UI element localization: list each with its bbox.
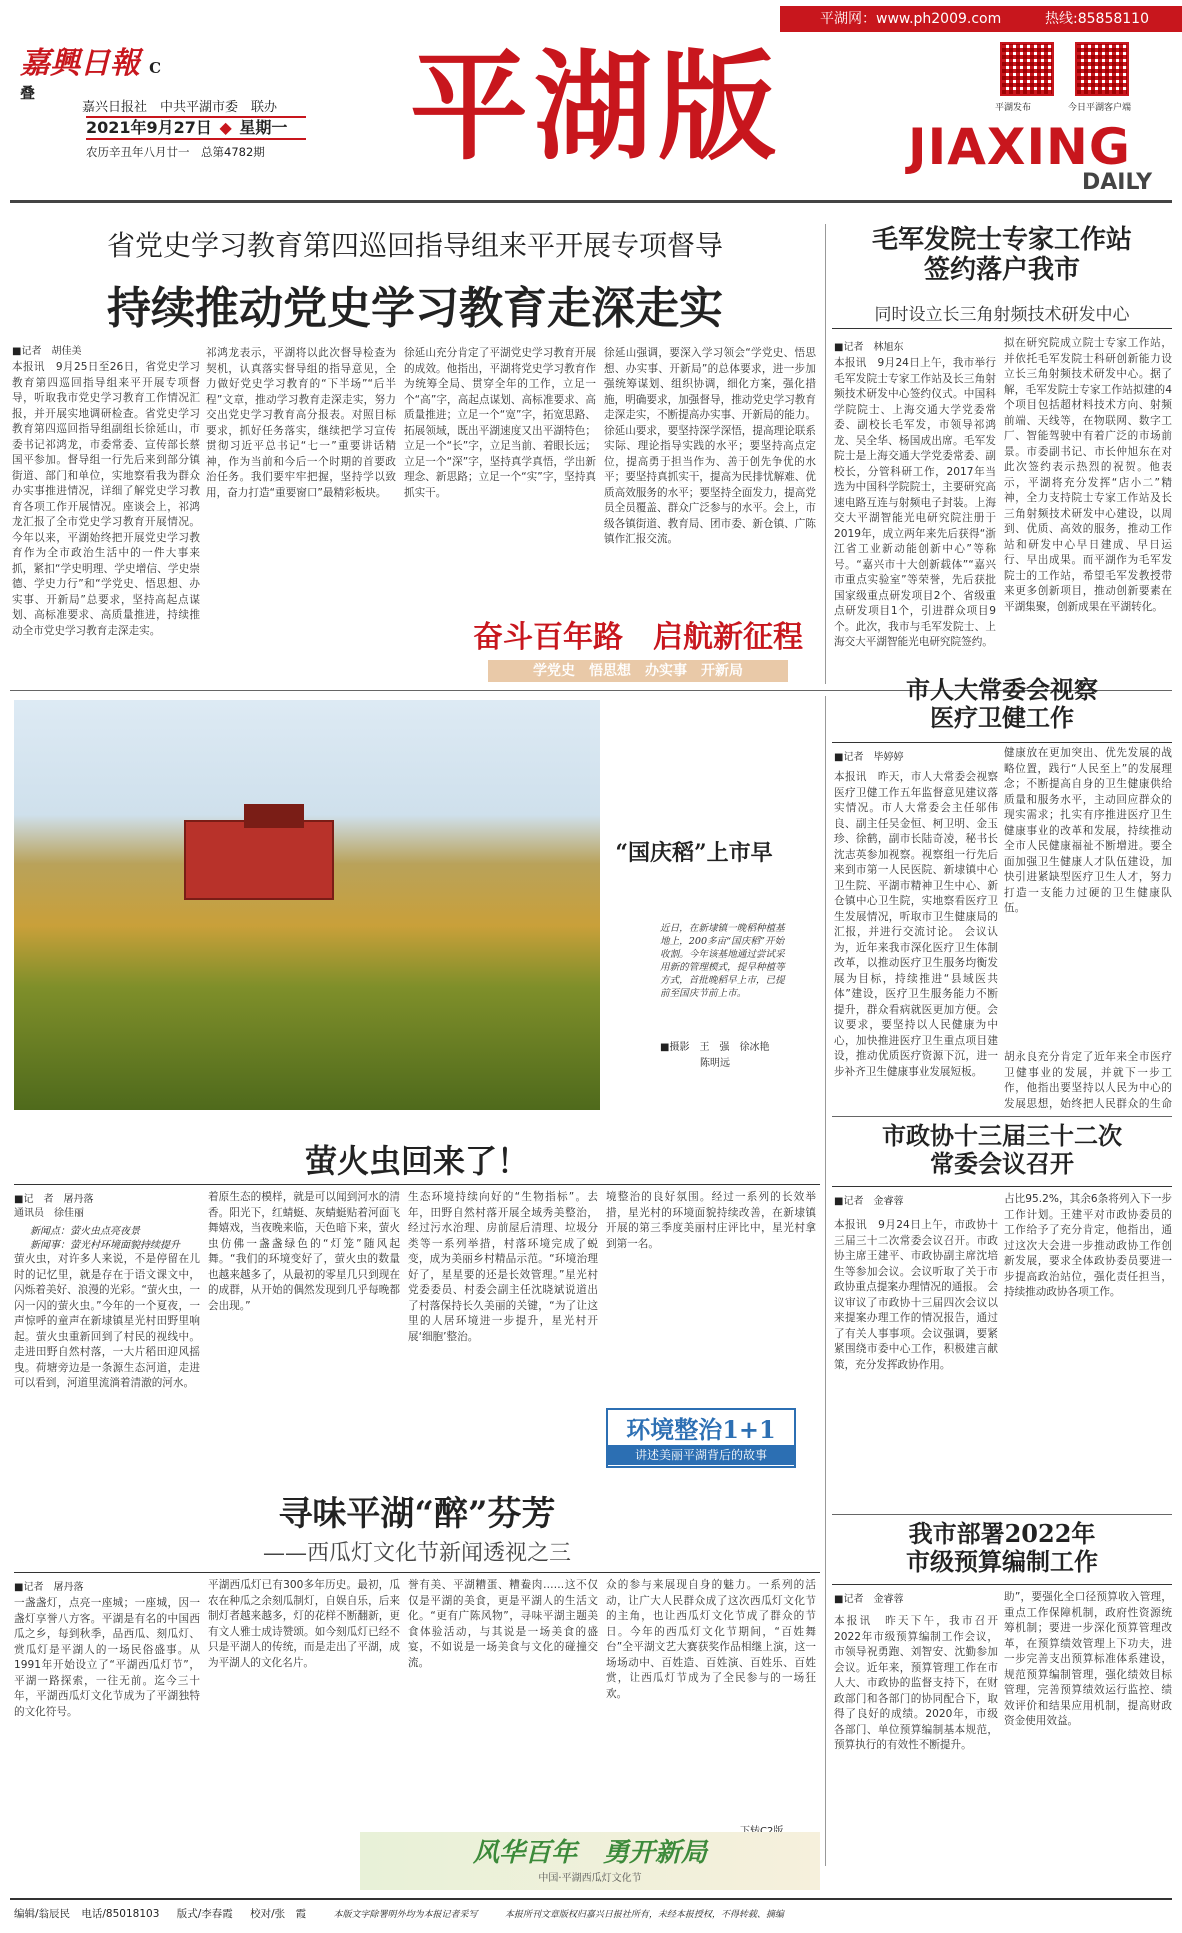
right2-body-3: 健康放在更加突出、优先发展的战略位置，践行“人民至上”的发展理念；不断提高自身的卫生健康供给质量和服务水平，主动回应群众的现实需求；扎实有序推进医疗卫生健康事业的改革和发展，持续推动全市人民健康福祉不断增进。要全面加强卫生健康人才队伍建设，加快引进紧缺型医疗卫生人才，努力打造一支能力过硬的卫生健康队伍。 bbox=[1004, 747, 1172, 914]
watermelon-headline: 寻味平湖“醉”芬芳 bbox=[278, 1494, 556, 1534]
column-divider-2 bbox=[825, 696, 826, 1866]
masthead-logo bbox=[20, 38, 170, 102]
right4-col-1 bbox=[834, 1614, 998, 1890]
banner-main-text: 奋斗百年路 启航新征程 bbox=[473, 620, 803, 655]
festival-banner-sub: 中国·平湖西瓜灯文化节 bbox=[538, 1873, 642, 1884]
right1-subtitle: 同时设立长三角射频技术研发中心 bbox=[874, 305, 1130, 325]
right2-col-2 bbox=[1004, 746, 1172, 1046]
right3-top-rule bbox=[832, 1116, 1172, 1117]
right3-body-1: 本报讯 9月24日上午，市政协十三届三十二次常委会议召开。市政协主席王建平、市政协副主席沈培生等参加会议。会议听取了关于市政协重点提案办理情况的通报。 bbox=[834, 1219, 998, 1293]
qr1-label: 平湖发布 bbox=[995, 103, 1032, 113]
footer-phone: 电话/85018103 bbox=[81, 1908, 160, 1920]
footer-bar bbox=[14, 1906, 1174, 1921]
firefly-intro-1: 新闻点：萤火虫点亮夜景 bbox=[30, 1226, 140, 1237]
watermelon-col-4 bbox=[606, 1578, 816, 1822]
right3-title-line2: 常委会议召开 bbox=[930, 1148, 1074, 1178]
right1-col-1 bbox=[834, 356, 996, 676]
lead-body-4: 徐延山充分肯定了平湖党史学习教育开展的成效。他指出，平湖将党史学习教育作为统筹全局、贯穿全年的工作，立足一个“高”字，高起点谋划、高标准要求、高质量推进；立足一个“宽”字，拓宽思路、拓展领域，既出平湖速度又出平湖特色；立足一个“长”字，立足当前、着眼长远；立足一个“深”字，坚持真学真悟，学出新理念、新思路；立足一个“实”字，坚持真抓实干。 bbox=[404, 347, 596, 499]
right1-title bbox=[832, 226, 1172, 286]
watermelon-body-3: 誉有美、平湖糟蛋、糟鲞肉……这不仅仅是平湖的美食，更是平湖人的生活文化。“更有广陈风物”，寻味平湖主题美食体验活动，与其说是一场美食的盛宴，不如说是一场美食与文化的碰撞交流。 bbox=[408, 1579, 598, 1669]
right3-body-2: 会议审议了市政协十三届四次会议以来提案办理工作的情况报告，通过了有关人事事项。会议强调，要紧紧围绕市委中心工作，积极建言献策，充分发挥政协作用。 bbox=[834, 1281, 998, 1371]
right1-byline: ■记者 林旭东 bbox=[834, 342, 904, 353]
watermelon-col-3 bbox=[408, 1578, 598, 1828]
photo-caption-col bbox=[660, 922, 790, 1034]
env-series-title: 环境整治1+1 bbox=[626, 1415, 776, 1444]
firefly-intro-2: 新闻事：萤光村环境面貌持续提升 bbox=[30, 1240, 180, 1251]
footer-proof: 校对/张 霞 bbox=[250, 1908, 307, 1920]
right1-title-line2: 签约落户我市 bbox=[923, 254, 1080, 285]
footer-copyright: 本版文字除署明外均为本报记者采写 bbox=[333, 1910, 478, 1920]
footer-editor: 编辑/翁辰民 bbox=[14, 1908, 71, 1920]
firefly-body-3: 生态环境持续向好的“生物指标”。去年，田野自然村落开展全域秀美整治，经过污水治理、房前屋后清理、垃圾分类等一系列举措，村落环境完成了蜕变，成为美丽乡村精品示范。“环境治理好了，星星要的还是长效管理。”星光村党委委员、村委会副主任沈晓斌说道出了村落保持长久美丽的关键，“为了让这里的人居环境进一步提升，星光村开展‘细胞’整治。 bbox=[408, 1191, 598, 1343]
right3-title bbox=[832, 1122, 1172, 1177]
right3-rule bbox=[832, 1186, 1172, 1187]
photo-credit-2: 陈明远 bbox=[700, 1058, 730, 1069]
issue-weekday: 星期一 bbox=[239, 118, 288, 137]
watermelon-byline: ■记者 屠丹落 bbox=[14, 1582, 84, 1593]
edition-marker: C叠 bbox=[20, 59, 162, 102]
lead-byline: ■记者 胡佳美 bbox=[12, 346, 82, 357]
right1-title-line1: 毛军发院士专家工作站 bbox=[871, 225, 1132, 255]
watermelon-subhead: ——西瓜灯文化节新闻透视之三 bbox=[262, 1541, 571, 1566]
logo-text: 嘉興日報 bbox=[20, 46, 140, 81]
firefly-rule bbox=[14, 1184, 820, 1185]
right2-col-3 bbox=[1004, 1050, 1172, 1110]
watermelon-body-2: 平湖西瓜灯已有300多年历史。最初，瓜农在种瓜之余刻瓜制灯，自娱自乐，后来制灯者越来越多，灯的花样不断翻新，更有文人雅士成诗赞颂。如今刻瓜灯已经不只是平湖人的传统，而是走出了平湖，成为平湖人的文化名片。 bbox=[208, 1579, 400, 1669]
lead-body-3: 祁鸿龙表示，平湖将以此次督导检查为契机，认真落实督导组的指导意见，全力做好党史学习教育的“下半场”“后半程”文章，推动学习教育走深走实，努力交出党史学习教育高分报表。对照目标要求，抓好任务落实，继续把学习宣传贯彻习近平总书记“七一”重要讲话精神，作为当前和今后一个时期的首要政治任务。我们要牢牢把握，坚持学以致用，奋力打造“重要窗口”最精彩板块。 bbox=[206, 347, 396, 499]
top-red-bar bbox=[780, 6, 1182, 32]
jiaxing-wordmark: JIAXING bbox=[908, 118, 1131, 176]
date-box: 2021年9月27日 ◆ 星期一 bbox=[86, 116, 306, 140]
right2-body-1: 本报讯 昨天，市人大常委会视察医疗卫健工作五年监督意见建议落实情况。市人大常委会主任邬伟良、副主任吴金恒、柯卫明、金玉珍、徐鹤，副市长陆奇凌，秘书长沈志英参加视察。视察组一行先后来到市第一人民医院、新埭镇中心卫生院、平湖市精神卫生中心、新仓镇中心卫生院，实地察看医疗卫生发展情况，听取市卫生健康局的汇报，并进行交流讨论。 bbox=[834, 771, 998, 938]
photo-caption: 近日，在新埭镇一晚稻种植基地上，200多亩“国庆稻”开始收割。今年该基地通过尝试采用新的管理模式，提早种植等方式，首批晚稻早上市，已提前至国庆节前上市。 bbox=[660, 923, 785, 999]
banner-sub-text: 学党史 悟思想 办实事 开新局 bbox=[488, 660, 788, 682]
firefly-body-4: 境整治的良好氛围。经过一系列的长效举措，星光村的环境面貌持续改善，在新埭镇开展的第三季度美丽村庄评比中，星光村拿到第一名。 bbox=[606, 1191, 816, 1250]
masthead-rule bbox=[10, 200, 1172, 203]
right2-rule bbox=[832, 742, 1172, 743]
right3-body-3: 占比95.2%，其余6条将列入下一步工作计划。王建平对市政协委员的工作给予了充分肯定，他指出，通过这次大会进一步推动政协工作创新发展，要求全体政协委员要进一步提高政治站位，强化责任担当，持续推动政协各项工作。 bbox=[1004, 1193, 1172, 1298]
right3-byline: ■记者 金睿蓉 bbox=[834, 1196, 904, 1207]
festival-banner bbox=[360, 1832, 820, 1890]
hotline: 热线:85858110 bbox=[1045, 11, 1149, 27]
top-bar bbox=[0, 0, 1182, 40]
firefly-headline: 萤火虫回来了！ bbox=[304, 1142, 529, 1180]
harvester-cab bbox=[244, 804, 304, 828]
right3-col-1 bbox=[834, 1218, 998, 1508]
rice-harvest-photo[interactable] bbox=[14, 700, 600, 1110]
issue-date: 2021年9月27日 bbox=[86, 118, 212, 137]
right2-title-line2: 医疗卫健工作 bbox=[930, 702, 1074, 732]
lead-body-1: 本报讯 9月25日至26日，省党史学习教育第四巡回指导组来平开展专项督导，听取我市党史学习教育工作情况汇报，并开展实地调研检查。省党史学习教育第四巡回指导组副组长徐延山，市委书记祁鸿龙，市委常委、宣传部长蔡国平参加。督导组一行先后来到部分镇街道、部门和单位，实地察看我为群众办实事推进情况，详细了解党史学习教育各项工作开展情况。座谈会上，祁鸿龙汇报了全市党史学习教育开展情况。今年以来，平湖始终把开展党史学习教育作为全市政治生活中的一件大事来抓，紧扣“学史明理、学史增信、学史崇德、学史力行”和“学党史、悟思想、办实事、开新局”总要求，坚持高起点谋划、高标准要求、高质量推进，持续推动全市党史学习教育走深走实。 bbox=[12, 361, 200, 637]
right3-title-line1: 市政协十三届三十二次 bbox=[882, 1121, 1122, 1150]
publishers: 嘉兴日报社 中共平湖市委 联办 bbox=[82, 100, 278, 115]
right4-rule bbox=[832, 1584, 1172, 1585]
env-series-box bbox=[606, 1408, 796, 1468]
right2-title-line1: 市人大常委会视察 bbox=[906, 675, 1098, 704]
daily-wordmark: DAILY bbox=[1082, 170, 1152, 195]
firefly-byline-1: ■记 者 屠丹落 bbox=[14, 1194, 94, 1205]
footer-layout: 版式/李春霞 bbox=[176, 1908, 233, 1920]
footer-rule bbox=[10, 1898, 1172, 1900]
lead-kicker: 省党史学习教育第四巡回指导组来平开展专项督导 bbox=[106, 229, 723, 262]
right1-body-2: 拟在研究院成立院士专家工作站，并依托毛军发院士科研创新能力设立长三角射频技术研发中心。据了解，毛军发院士专家工作站拟建的4个项目包括超材料技术方向、射频前端、天线等，在物联网、数字工厂、智能驾驶中有着广泛的市场前景。市委副书记、市长仲旭东在对此次签约表示热烈的祝贺。他表示，平湖将充分发挥“店小二”精神，全力支持院士专家工作站及长三角射频技术研发中心建设，以周到、优质、高效的服务，推动工作站和研发中心早日建成、早日运行、早出成果。而平湖作为毛军发院士的工作站，希望毛军发教授带来更多创新项目，推动创新要素在平湖集聚，创新成果在平湖转化。 bbox=[1004, 337, 1172, 613]
right2-byline: ■记者 毕婷婷 bbox=[834, 752, 904, 763]
firefly-body-2: 着原生态的模样，就是可以闻到河水的清香。阳光下，红蜻蜓、灰蜻蜓贴着河面飞舞嬉戏，当夜晚来临，天色暗下来，萤火虫仿佛一盏盏绿色的“灯笼”随风起舞。“我们的环境变好了，萤火虫的数量也越来越多了，从最初的零星几只到现在的成群，从开始的偶然发现到几乎每晚都会出现。” bbox=[208, 1191, 400, 1312]
right4-byline: ■记者 金睿蓉 bbox=[834, 1594, 904, 1605]
right1-body-1: 本报讯 9月24日上午，我市举行毛军发院士专家工作站及长三角射频技术研发中心签约仪式。中国科学院院士、上海交通大学党委常委、副校长毛军发，市领导祁鸿龙、吴全华、杨国成出席。毛军发院士是上海交通大学党委常委、副校长，分管科研工作，2017年当选为中国科学院院士，主要研究高速电路互连与射频电子封装。上海交大平湖智能光电研究院注册于2019年，成立两年来先后获得“浙江省工业新动能创新中心”等称号。“嘉兴市十大创新载体”“嘉兴市重点实验室”等荣誉，先后获批国家级重点研发项目2个、省级重点研发项目1个，引进群众项目9个。此次，我市与毛军发院士、上海交大平湖智能光电研究院签约。 bbox=[834, 357, 996, 648]
edition-title: 平湖版 bbox=[410, 37, 783, 176]
column-divider bbox=[825, 224, 826, 684]
watermelon-col-1 bbox=[14, 1596, 200, 1886]
watermelon-body-4: 众的参与来展现自身的魅力。一系列的活动，让广大人民群众成了这次西瓜灯文化节的主角，也让西瓜灯文化节成了群众的节日。今年的西瓜灯文化节期间，“百姓舞台”全平湖文艺大赛获奖作品相继上演，这一场场动中、百姓造、百姓演、百姓乐、百姓赏，让西瓜灯节成为了全民参与的一场狂欢。 bbox=[606, 1579, 816, 1700]
right2-body-2: 会议认为，近年来我市深化医疗卫生体制改革，以推动医疗卫生服务均衡发展为目标，持续推进“县域医共体”建设，医疗卫生服务能力不断提升，群众看病就医更加方便。会议要求，要坚持以人民健康为中心，加快推进医疗卫生重点项目建设，推动优质医疗资源下沉，进一步补齐卫生健康事业发展短板。 bbox=[834, 926, 998, 1078]
lunar-date: 农历辛丑年八月廿一 总第4782期 bbox=[86, 145, 265, 159]
env-series-sub: 讲述美丽平湖背后的故事 bbox=[608, 1445, 794, 1465]
qr2-label: 今日平湖客户端 bbox=[1068, 103, 1132, 113]
right3-col-2 bbox=[1004, 1192, 1172, 1508]
photo-credit-1: ■摄影 王 强 徐冰艳 bbox=[660, 1042, 770, 1053]
lead-body-5: 徐延山强调，要深入学习领会“学党史、悟思想、办实事、开新局”的总体要求，进一步加强统筹谋划、组织协调，细化方案，强化措施，明确要求，加强督导，推动党史学习教育走深走实，不断提高办实事、开新局的能力。徐延山要求，要坚持深学深悟，提高理论联系实际、理论指导实践的水平；要坚持高点定位，提高勇于担当作为、善于创先争优的水平；要坚持真抓实干，提高为民排忧解难、优质高效服务的水平；要坚持全面发力，提高党员全员覆盖、群众广泛参与的水平。会上，市级各镇街道、教育局、团市委、新仓镇、广陈镇作汇报交流。 bbox=[604, 347, 816, 545]
watermelon-rule bbox=[14, 1572, 820, 1573]
watermelon-body-1: 一盏盏灯，点亮一座城；一座城，因一盏灯享誉八方客。平湖是有名的中国西瓜之乡，每到秋季，品西瓜、刻瓜灯、赏瓜灯是平湖人的一场民俗盛事。从1991年开始设立了“平湖西瓜灯节”，平湖一路探索，一往无前。迄今三十年，平湖西瓜灯文化节成为了平湖独特的文化符号。 bbox=[14, 1597, 200, 1718]
lead-col-2 bbox=[206, 346, 396, 682]
harvester-shape bbox=[184, 820, 334, 900]
lead-col-4 bbox=[604, 346, 816, 612]
firefly-byline-2: 通讯员 徐佳丽 bbox=[14, 1208, 84, 1219]
footer-law: 本报所刊文章版权归嘉兴日报社所有，未经本报授权，不得转载、摘编 bbox=[504, 1910, 784, 1920]
firefly-col-2 bbox=[208, 1190, 400, 1502]
right4-body-2: 助”，要强化全口径预算收入管理，重点工作保障机制，政府性资源统筹机制；要进一步深化预算管理改革，在预算绩效管理上下功夫，进一步完善支出预算标准体系建设，规范预算编制管理，强化绩效目标管理，完善预算绩效运行监控、绩效评价和结果应用机制，提高财政资金使用效益。 bbox=[1004, 1591, 1172, 1727]
right1-rule bbox=[832, 328, 1172, 329]
right2-body-4: 胡永良充分肯定了近年来全市医疗卫健事业的发展，并就下一步工作，他指出要坚持以人民为中心的发展思想，始终把人民群众的生命 bbox=[1004, 1051, 1172, 1110]
lead-banner bbox=[462, 612, 814, 682]
firefly-col-3 bbox=[408, 1190, 598, 1502]
festival-banner-main: 风华百年 勇开新局 bbox=[472, 1838, 707, 1868]
firefly-body-1: 萤火虫，对许多人来说，不是停留在儿时的记忆里，就是存在于语文课文中，闪烁着美好、浪漫的光彩。“萤火虫，一闪一闪的萤火虫。”今年的一个夏夜，一声惊呼的童声在新埭镇星光村田野里响起。萤火虫重新回到了村民的视线中。走进田野自然村落，一大片稻田迎风摇曳。荷塘旁边是一条源生态河道，走进可以看到，河道里流淌着清澈的河水。 bbox=[14, 1253, 200, 1389]
right4-title-line1: 我市部署2022年 bbox=[908, 1519, 1096, 1548]
photo-headline: “国庆稻”上市早 bbox=[615, 840, 773, 866]
right4-body-1: 本报讯 昨天下午，我市召开2022年市级预算编制工作会议，市领导祝勇跑、刘智安、沈勤参加会议。近年来，预算管理工作在市人大、市政协的监督支持下，在财政部门和各部门的协同配合下，取得了良好的成绩。2020年，市级各部门、单位预算编制基本规范，预算执行的有效性不断提升。 bbox=[834, 1615, 998, 1751]
right2-title bbox=[832, 676, 1172, 731]
right4-top-rule bbox=[832, 1514, 1172, 1515]
right2-col-1 bbox=[834, 770, 998, 1110]
right4-title bbox=[832, 1520, 1172, 1575]
watermelon-col-2 bbox=[208, 1578, 400, 1828]
website-url[interactable]: 平湖网：www.ph2009.com bbox=[820, 11, 1002, 27]
right4-col-2 bbox=[1004, 1590, 1172, 1890]
qr-code-today-pinghu[interactable] bbox=[1075, 42, 1129, 96]
firefly-col-4 bbox=[606, 1190, 816, 1402]
right1-col-2 bbox=[1004, 336, 1172, 676]
right4-title-line2: 市级预算编制工作 bbox=[906, 1546, 1098, 1576]
qr-code-pinghu-release[interactable] bbox=[1000, 42, 1054, 96]
firefly-col-1 bbox=[14, 1252, 200, 1502]
lead-col-1 bbox=[12, 360, 200, 682]
lead-headline: 持续推动党史学习教育走深走实 bbox=[107, 283, 723, 334]
